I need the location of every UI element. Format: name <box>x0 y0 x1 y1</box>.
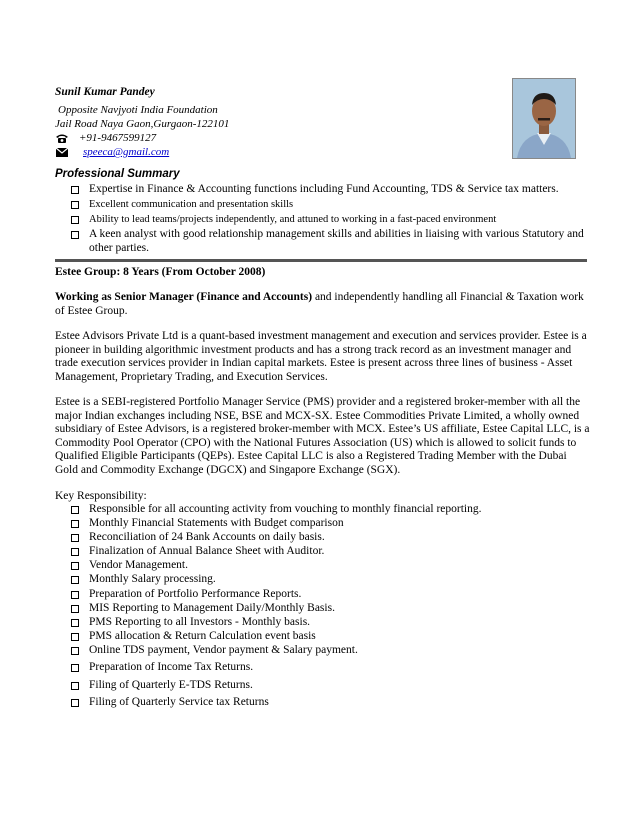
checkbox-bullet-icon <box>71 619 79 627</box>
list-item: Excellent communication and presentation skills <box>71 198 591 212</box>
list-item: MIS Reporting to Management Daily/Monthly Basis. <box>71 602 591 616</box>
list-item: Vendor Management. <box>71 559 591 573</box>
list-item: Online TDS payment, Vendor payment & Salary payment. <box>71 644 591 658</box>
phone-row <box>55 131 156 145</box>
role-paragraph <box>55 291 590 318</box>
section-divider <box>55 259 587 262</box>
profile-photo <box>512 78 576 159</box>
responsibility-list <box>71 503 591 711</box>
list-item: Preparation of Income Tax Returns. <box>71 661 591 675</box>
email-row <box>55 145 169 159</box>
list-item: Preparation of Portfolio Performance Reports. <box>71 588 591 602</box>
company-paragraph-2: Estee is a SEBI-registered Portfolio Manager Service (PMS) provider and a registered broker-member with all the major Indian exchanges including NSE, BSE and MCX-SX. Estee Commodities Private Limited, a wholly owned subsidiary of Estee Advisors, is a registered broker-member with MCX. Estee’s US affiliate, Estee Capital LLC, is a Commodity Pool Operator (CPO) with the National Futures Association (US) which is allowed to solicit funds to Qualified Eligible Participants (QEPs). Estee Capital LLC is also a Registered Trading Member with the Dubai Gold and Commodity Exchange (DGCX) and Singapore Exchange (SGX). <box>55 396 590 476</box>
list-item: A keen analyst with good relationship management skills and abilities in liaising with various Statutory and other parties. <box>71 228 591 255</box>
phone-number: +91-9467599127 <box>79 132 157 144</box>
checkbox-bullet-icon <box>71 534 79 542</box>
list-item: Ability to lead teams/projects independently, and attuned to working in a fast-paced environment <box>71 213 591 227</box>
checkbox-bullet-icon <box>71 591 79 599</box>
envelope-icon <box>55 147 69 158</box>
telephone-icon <box>55 133 69 144</box>
checkbox-bullet-icon <box>71 647 79 655</box>
list-item: Monthly Financial Statements with Budget comparison <box>71 517 591 531</box>
checkbox-bullet-icon <box>71 520 79 528</box>
key-responsibility-label: Key Responsibility: <box>55 490 147 502</box>
list-item: Finalization of Annual Balance Sheet with Auditor. <box>71 545 591 559</box>
list-item: PMS Reporting to all Investors - Monthly basis. <box>71 616 591 630</box>
list-item: Expertise in Finance & Accounting functions including Fund Accounting, TDS & Service tax matters. <box>71 183 591 197</box>
checkbox-bullet-icon <box>71 548 79 556</box>
checkbox-bullet-icon <box>71 231 79 239</box>
address-line-1: Opposite Navjyoti India Foundation <box>58 104 218 116</box>
role-title: Working as Senior Manager (Finance and Accounts) <box>55 291 313 303</box>
list-item: Filing of Quarterly E-TDS Returns. <box>71 679 591 693</box>
checkbox-bullet-icon <box>71 699 79 707</box>
email-link[interactable]: speeca@gmail.com <box>83 146 170 158</box>
list-item: Monthly Salary processing. <box>71 573 591 587</box>
checkbox-bullet-icon <box>71 633 79 641</box>
checkbox-bullet-icon <box>71 682 79 690</box>
list-item: Responsible for all accounting activity from vouching to monthly financial reporting. <box>71 503 591 517</box>
checkbox-bullet-icon <box>71 186 79 194</box>
list-item: Filing of Quarterly Service tax Returns <box>71 696 591 710</box>
summary-title: Professional Summary <box>55 168 180 180</box>
experience-heading: Estee Group: 8 Years (From October 2008) <box>55 266 266 278</box>
checkbox-bullet-icon <box>71 605 79 613</box>
list-item: PMS allocation & Return Calculation event basis <box>71 630 591 644</box>
list-item: Reconciliation of 24 Bank Accounts on daily basis. <box>71 531 591 545</box>
address-line-2: Jail Road Naya Gaon,Gurgaon-122101 <box>55 118 230 130</box>
checkbox-bullet-icon <box>71 576 79 584</box>
checkbox-bullet-icon <box>71 201 79 209</box>
summary-list <box>71 183 591 257</box>
checkbox-bullet-icon <box>71 664 79 672</box>
role-description: and independently handling all Financial & Taxation work of Estee Group. <box>55 291 584 317</box>
company-paragraph-1: Estee Advisors Private Ltd is a quant-based investment management and execution and services provider. Estee is a pioneer in building algorithmic investment products and has a strong track record as an investment manager and trade execution services provider in Indian capital markets. Estee is present across three lines of business - Asset Management, Proprietary Trading, and Execution Services. <box>55 330 587 383</box>
checkbox-bullet-icon <box>71 562 79 570</box>
checkbox-bullet-icon <box>71 506 79 514</box>
checkbox-bullet-icon <box>71 216 79 224</box>
candidate-name: Sunil Kumar Pandey <box>55 86 155 98</box>
